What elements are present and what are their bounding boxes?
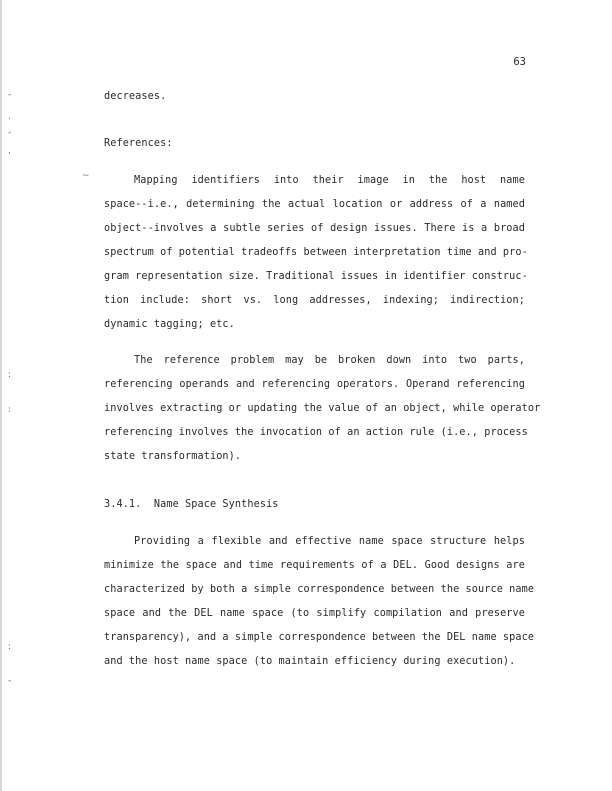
text-line: and the host name space (to maintain efficiency during execution).: [104, 656, 516, 667]
text-line: characterized by both a simple correspondence between the source name: [104, 584, 535, 595]
section-heading-references: References:: [104, 138, 173, 149]
text-line: referencing involves the invocation of an action rule (i.e., process: [104, 427, 528, 438]
scan-mark: :: [8, 370, 12, 380]
text-line: transparency), and a simple correspondence between the DEL name space: [104, 632, 535, 643]
scan-mark: :: [8, 642, 12, 652]
scan-mark: -: [8, 128, 12, 138]
scan-mark: .: [8, 112, 11, 122]
text-line: spectrum of potential tradeoffs between interpretation time and pro-: [104, 247, 528, 258]
text-line: Mapping identifiers into their image in the host name: [134, 175, 525, 186]
text-line: The reference problem may be broken down into two parts,: [134, 355, 525, 366]
scan-mark: -: [8, 90, 12, 100]
text-line: dynamic tagging; etc.: [104, 319, 235, 330]
text-line: Providing a flexible and effective name space structure helps: [134, 536, 525, 547]
page-number: 63: [513, 56, 526, 68]
text-line: decreases.: [104, 91, 167, 102]
text-line: state transformation).: [104, 451, 242, 462]
scan-mark: ,: [8, 146, 11, 156]
scan-edge: [0, 0, 2, 791]
text-line: object--involves a subtle series of design issues. There is a broad: [104, 223, 525, 234]
text-line: gram representation size. Traditional issues in identifier construc-: [104, 271, 528, 282]
subsection-heading: 3.4.1. Name Space Synthesis: [104, 499, 279, 510]
scan-mark: ~: [82, 171, 90, 181]
text-line: involves extracting or updating the value of an object, while operator: [104, 403, 541, 414]
text-line: minimize the space and time requirements of a DEL. Good designs are: [104, 560, 525, 571]
text-line: referencing operands and referencing operators. Operand referencing: [104, 379, 525, 390]
text-line: space--i.e., determining the actual location or address of a named: [104, 199, 525, 210]
text-line: tion include: short vs. long addresses, indexing; indirection;: [104, 295, 525, 306]
scan-mark: :: [8, 405, 12, 415]
scan-mark: -: [8, 676, 12, 686]
text-line: space and the DEL name space (to simplify compilation and preserve: [104, 608, 525, 619]
